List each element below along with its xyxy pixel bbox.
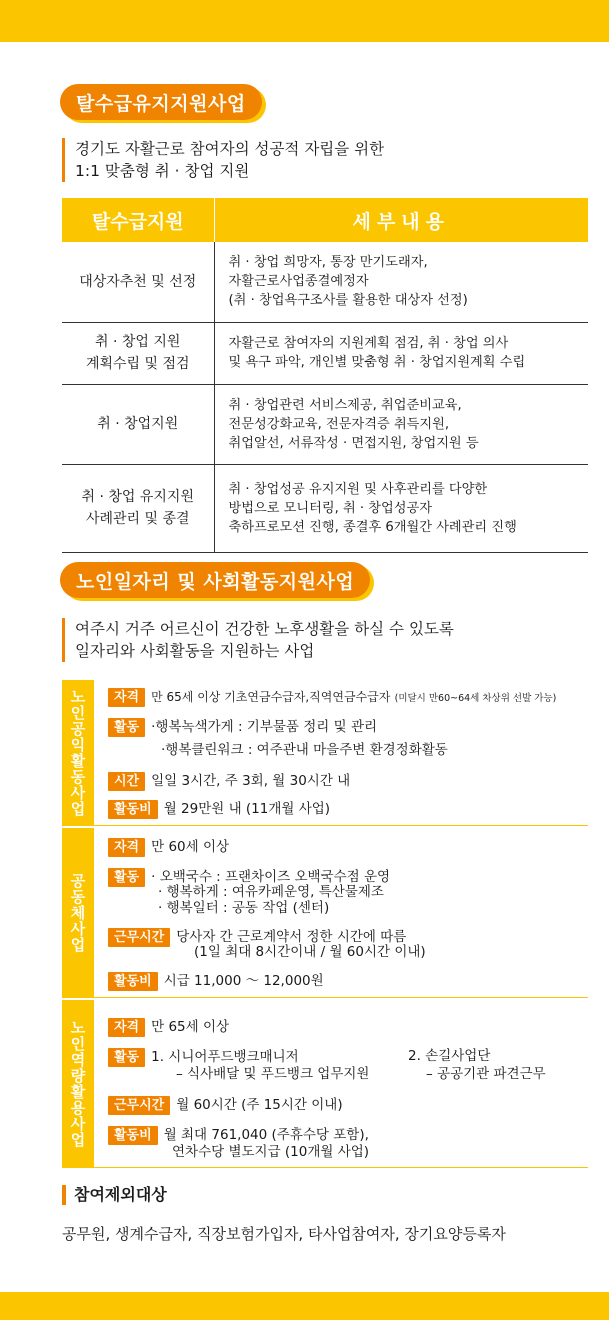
activity-line-3: · 행복일터 : 공동 작업 (센터)	[158, 900, 330, 916]
intro-line: 여주시 거주 어르신이 건강한 노후생활을 하실 수 있도록	[75, 620, 454, 638]
fee-line-2: 연차수당 별도지급 (10개월 사업)	[172, 1144, 370, 1160]
activity-line-2: · 행복하게 : 여유카페운영, 특산물제조	[158, 884, 384, 900]
activity-line: 활동 1. 시니어푸드뱅크매니저	[108, 1048, 299, 1067]
fee-line: 활동비 월 29만원 내 (11개월 사업)	[108, 800, 330, 819]
qualification-tag: 자격	[108, 1018, 145, 1037]
qualification-tag: 자격	[108, 688, 145, 707]
activity-a2: – 식사배달 및 푸드뱅크 업무지원	[176, 1066, 370, 1082]
top-banner	[0, 0, 609, 42]
program-capacity	[62, 1000, 588, 1168]
hours-line: 근무시간 당사자 간 근로계약서 정한 시간에 따름	[108, 928, 406, 947]
activity-line: 활동 · 오백국수 : 프랜차이즈 오백국수점 운영	[108, 868, 390, 887]
fee-tag: 활동비	[108, 800, 158, 819]
row-label: 취 · 창업지원	[62, 384, 214, 464]
row-detail: 취 · 창업 희망자, 통장 만기도래자, 자활근로사업종결예정자 (취 · 창업욕구조사를 활용한 대상자 선정)	[214, 242, 588, 322]
table-row	[62, 464, 588, 552]
program-community	[62, 828, 588, 998]
support-table	[62, 198, 588, 553]
activity-tag: 활동	[108, 868, 145, 887]
table-header-category: 탈수급지원	[62, 198, 214, 242]
qualification-line: 자격 만 65세 이상 기초연금수급자,직역연금수급자 (미달시 만60~64세 차상위 선발 가능)	[108, 688, 556, 707]
section2-intro	[62, 618, 454, 662]
activity-tag: 활동	[108, 1048, 145, 1067]
hours-line-2: (1일 최대 8시간이내 / 월 60시간 이내)	[194, 944, 426, 960]
table-row	[62, 384, 588, 464]
qualification-tag: 자격	[108, 838, 145, 857]
program-side-label: 노인역량활용사업	[62, 1000, 94, 1167]
row-label: 취 · 창업 지원 계획수립 및 점검	[62, 322, 214, 384]
hours-line: 시간 일일 3시간, 주 3회, 월 30시간 내	[108, 772, 350, 791]
section1-intro	[62, 138, 384, 182]
activity-tag: 활동	[108, 718, 145, 737]
program-side-label: 노인공익활동사업	[62, 680, 94, 825]
row-detail: 취 · 창업관련 서비스제공, 취업준비교육, 전문성강화교육, 전문자격증 취득지원, 취업알선, 서류작성 · 면접지원, 창업지원 등	[214, 384, 588, 464]
hours-tag: 시간	[108, 772, 145, 791]
row-detail: 취 · 창업성공 유지지원 및 사후관리를 다양한 방법으로 모니터링, 취 · 창업성공자 축하프로모션 진행, 종결후 6개월간 사례관리 진행	[214, 464, 588, 552]
intro-line: 1:1 맞춤형 취 · 창업 지원	[75, 162, 250, 180]
intro-line: 경기도 자활근로 참여자의 성공적 자립을 위한	[75, 140, 385, 158]
section-title-withdrawal-support: 탈수급유지지원사업	[60, 84, 262, 120]
exclusion-title: 참여제외대상	[62, 1185, 167, 1205]
row-label: 취 · 창업 유지지원 사례관리 및 종결	[62, 464, 214, 552]
hours-tag: 근무시간	[108, 1096, 170, 1115]
program-side-label: 공동체사업	[62, 828, 94, 997]
table-row	[62, 242, 588, 322]
intro-line: 일자리와 사회활동을 지원하는 사업	[75, 642, 315, 660]
table-header-details: 세부내용	[214, 198, 588, 242]
activity-b1: 2. 손길사업단	[408, 1048, 491, 1064]
row-detail: 자활근로 참여자의 지원계획 점검, 취 · 창업 의사 및 욕구 파악, 개인별 맞춤형 취 · 창업지원계획 수립	[214, 322, 588, 384]
activity-line-2: ·행복클린워크 : 여주관내 마을주변 환경정화활동	[161, 742, 448, 758]
fee-tag: 활동비	[108, 972, 158, 991]
activity-b2: – 공공기관 파견근무	[426, 1066, 546, 1082]
qualification-line: 자격 만 65세 이상	[108, 1018, 229, 1037]
hours-tag: 근무시간	[108, 928, 170, 947]
bottom-banner	[0, 1292, 609, 1320]
row-label: 대상자추천 및 선정	[62, 242, 214, 322]
section-title-senior-jobs: 노인일자리 및 사회활동지원사업	[60, 562, 370, 598]
program-public-service	[62, 680, 588, 826]
activity-line: 활동 ·행복녹색가게 : 기부물품 정리 및 관리	[108, 718, 377, 737]
fee-tag: 활동비	[108, 1126, 158, 1145]
fee-line: 활동비 월 최대 761,040 (주휴수당 포함),	[108, 1126, 369, 1145]
fee-line: 활동비 시급 11,000 ～ 12,000원	[108, 972, 324, 991]
table-row	[62, 322, 588, 384]
exclusion-text: 공무원, 생계수급자, 직장보험가입자, 타사업참여자, 장기요양등록자	[62, 1225, 506, 1243]
hours-line: 근무시간 월 60시간 (주 15시간 이내)	[108, 1096, 343, 1115]
qualification-line: 자격 만 60세 이상	[108, 838, 229, 857]
